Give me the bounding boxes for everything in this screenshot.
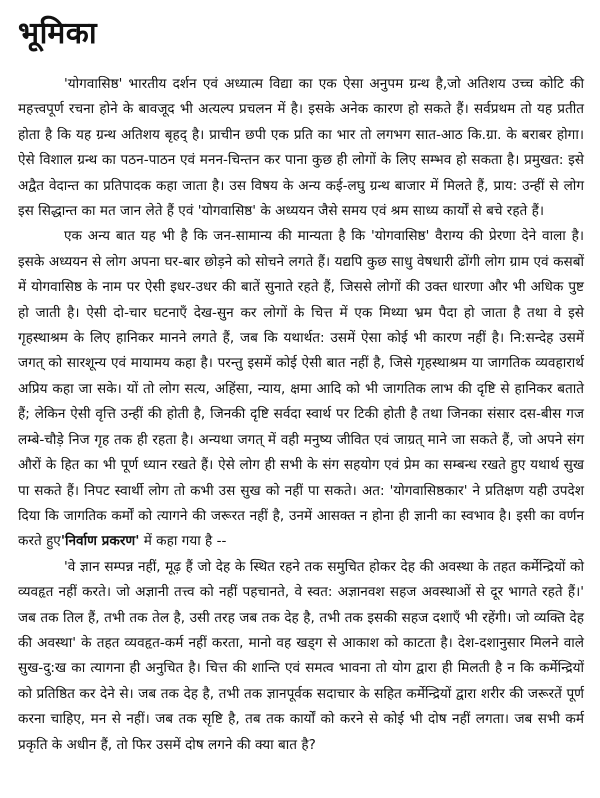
paragraph-1: 'योगवासिष्ठ' भारतीय दर्शन एवं अध्यात्म विद्या का एक ऐसा अनुपम ग्रन्थ है,जो अतिशय उच्च कोटि की महत्त्वपूर्ण रचना होने के बावजूद भी अत्यल्प प्रचलन में है। इसके अनेक कारण हो सकते हैं। सर्वप्रथम तो यह प्रतीत होता है कि यह ग्रन्थ अतिशय बृहद् है। प्राचीन छपी एक प्रति का भार तो लगभग सात-आठ कि.ग्रा. के बराबर होगा। ऐसे विशाल ग्रन्थ का पठन-पाठन एवं मनन-चिन्तन कर पाना कुछ ही लोगों के लिए सम्भव हो सकता है। प्रमुखत: इसे अद्वैत वेदान्त का प्रतिपादक कहा जाता है। उस विषय के अन्य कई-लघु ग्रन्थ बाजार में मिलते हैं, प्राय: उन्हीं से लोग इस सिद्धान्त का मत जान लेते हैं एवं 'योगवासिष्ठ' के अध्ययन जैसे समय एवं श्रम साध्य कार्यों से बचे रहते हैं। [18, 76, 584, 220]
page-title: भूमिका [18, 16, 98, 51]
paragraph-2 [18, 224, 584, 554]
quotation-paragraph: 'वे ज्ञान सम्पन्न नहीं, मूढ़ हैं जो देह के स्थित रहने तक समुचित होकर देह की अवस्था के तहत कर्मेन्द्रियों को व्यवहृत नहीं करते। जो अज्ञानी तत्त्व को नहीं पहचानते, वे स्वत: अज्ञानवश सहज अवस्थाओं से दूर भागते रहते हैं।' जब तक तिल हैं, तभी तक तेल है, उसी तरह जब तक देह है, तभी तक इसकी सहज दशाएँ भी रहेंगी। जो व्यक्ति देह की अवस्था' के तहत व्यवहृत-कर्म नहीं करता, मानो वह खड्ग से आकाश को काटता है। देश-दशानुसार मिलने वाले सुख-दु:ख का त्यागना ही अनुचित है। चित्त की शान्ति एवं समत्व भावना तो योग द्वारा ही मिलती है न कि कर्मेन्द्रियों को प्रतिष्ठित कर देने से। जब तक देह है, तभी तक ज्ञानपूर्वक सदाचार के सहित कर्मेन्द्रियों द्वारा शरीर की जरूरतें पूर्ण करना चाहिए, मन से नहीं। जब तक सृष्टि है, तब तक कार्यों को करने से कोई भी दोष नहीं लगता। जब सभी कर्म प्रकृति के अधीन हैं, तो फिर उसमें दोष लगने की क्या बात है? [18, 558, 584, 753]
paragraph-2-end: में कहा गया है -- [139, 533, 227, 550]
paragraph-2-text: एक अन्य बात यह भी है कि जन-सामान्य की मान्यता है कि 'योगवासिष्ठ' वैराग्य की प्रेरणा देने वाला है। इसके अध्ययन से लोग अपना घर-बार छोड़ने को सोचने लगते हैं। यद्यपि कुछ साधु वेषधारी ढोंगी लोग ग्राम एवं कसबों में योगवासिष्ठ के नाम पर ऐसी इधर-उधर की बातें सुनाते रहते हैं, जिससे लोगों की उक्त धारणा और भी अधिक पुष्ट हो जाती है। ऐसी दो-चार घटनाएँ देख-सुन कर लोगों के चित्त में एक मिथ्या भ्रम पैदा हो जाता है तथा वे इसे गृहस्थाश्रम के लिए हानिकर मानने लगते हैं, जब कि यथार्थत: उसमें ऐसा कोई भी कारण नहीं है। नि:सन्देह उसमें जगत् को सारशून्य एवं मायामय कहा है। परन्तु इसमें कोई ऐसी बात नहीं है, जिसे गृहस्थाश्रम या जागतिक व्यवहारार्थ अप्रिय कहा जा सके। यों तो लोग सत्य, अहिंसा, न्याय, क्षमा आदि को भी जागतिक लाभ की दृष्टि से हानिकर बताते हैं; लेकिन ऐसी वृत्ति उन्हीं की होती है, जिनकी दृष्टि सर्वदा स्वार्थ पर टिकी होती है तथा जिनका संसार दस-बीस गज लम्बे-चौड़े निज गृह तक ही रहता है। अन्यथा जगत् में वही मनुष्य जीवित एवं जाग्रत् माने जा सकते हैं, जो अपने संग औरों के हित का भी पूर्ण ध्यान रखते हैं। ऐसे लोग ही सभी के संग सहयोग एवं प्रेम का सम्बन्ध रखते हुए यथार्थ सुख पा सकते हैं। निपट स्वार्थी लोग तो कभी उस सुख को नहीं पा सकते। अत: 'योगवासिष्ठकार' ने प्रतिक्षण यही उपदेश दिया कि जागतिक कर्मों को त्यागने की जरूरत नहीं है, उनमें आसक्त न होना ही ज्ञानी का स्वभाव है। इसी का वर्णन करते हुए [18, 228, 584, 550]
nirvana-prakaran-bold: 'निर्वाण प्रकरण' [60, 533, 140, 550]
